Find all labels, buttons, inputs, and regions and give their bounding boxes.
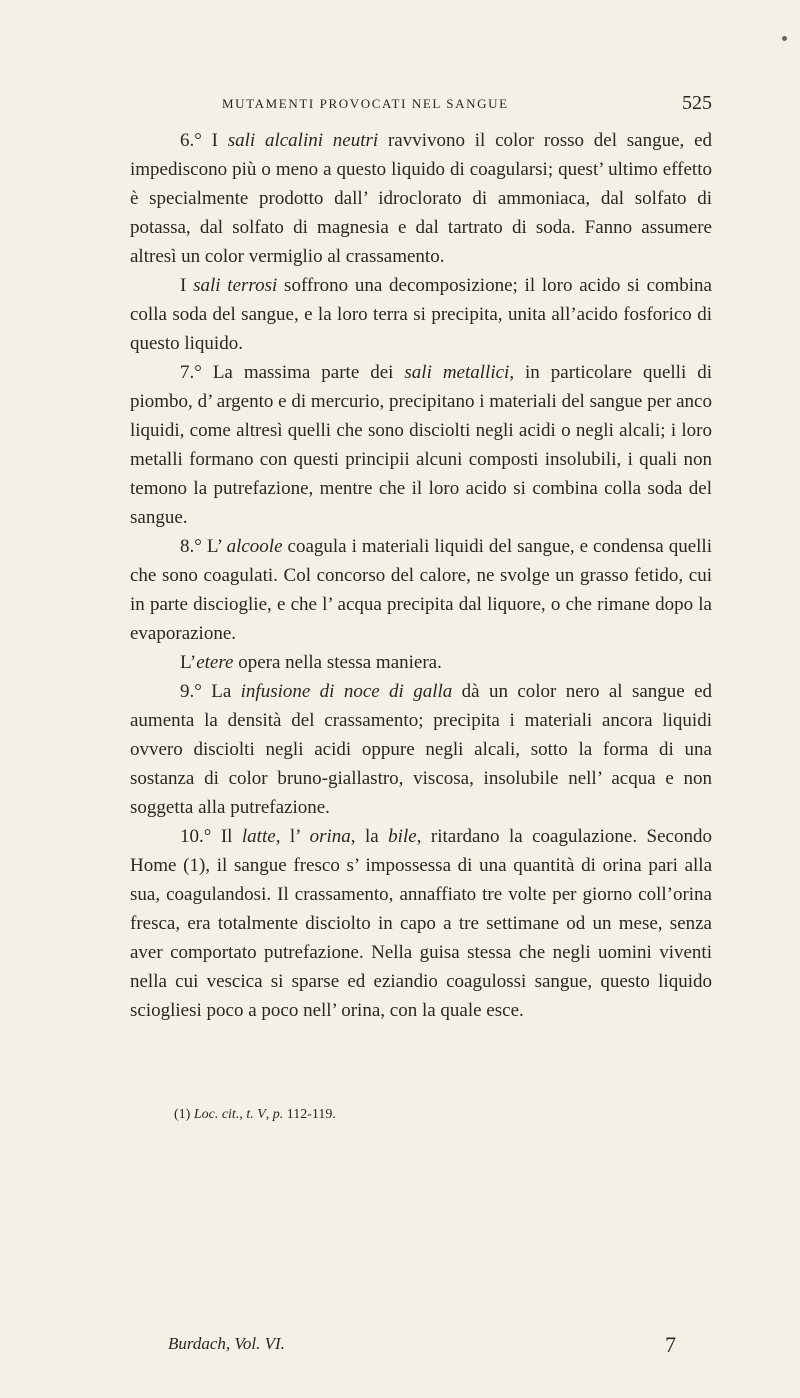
italic-term: infusione di noce di galla — [240, 681, 453, 702]
sheet-number: 7 — [665, 1332, 676, 1357]
italic-term: sali terrosi — [193, 275, 278, 296]
text-run: 6.° I — [180, 130, 228, 151]
text-run: 9.° La — [180, 681, 241, 702]
text-run: L’ — [180, 652, 197, 673]
italic-term: bile — [388, 826, 417, 847]
text-run: , l’ — [275, 826, 310, 847]
italic-term: latte — [241, 826, 276, 847]
page-header — [130, 92, 712, 120]
paragraph — [130, 271, 712, 358]
text-run: soffrono una decomposizione; il loro acido si combina colla soda del sangue, e la loro terra si precipita, unita all’acido fosforico di questo liquido. — [130, 275, 712, 354]
italic-term: orina — [309, 826, 351, 847]
text-run: , — [239, 1107, 247, 1122]
text-run: 10.° Il — [180, 826, 242, 847]
paragraph — [130, 126, 712, 271]
text-run: 8.° L’ — [180, 536, 227, 557]
paragraph — [130, 677, 712, 822]
paragraph — [130, 822, 712, 1025]
text-run: coagula i materiali liquidi del sangue, e condensa quelli che sono coagulati. Col concorso del calore, ne svolge un grasso fetido, cui in parte discioglie, e che l’ acqua precipita dal liquore, o che rimane dopo la evaporazione. — [130, 536, 712, 644]
paragraph — [130, 532, 712, 648]
body-text — [130, 126, 712, 1025]
ink-speck — [782, 36, 787, 41]
page-number: 525 — [682, 92, 712, 114]
footnote — [174, 1106, 694, 1124]
text-run: , — [265, 1107, 273, 1122]
text-run: , in particolare quelli di piombo, d’ argento e di mercurio, precipitano i materiali del sangue per anco liquidi, come altresì quelli che sono disciolti negli acidi o negli alcali; i loro metalli formano con questi principii alcuni composti insolubili, i quali non temono la putrefazione, mentre che il loro acido si combina colla soda del sangue. — [130, 362, 712, 528]
text-run: , ritardano la coagulazione. Secondo Home (1), il sangue fresco s’ impossessa di una quantità di orina pari alla sua, coagulandosi. Il crassamento, annaffiato tre volte per giorno coll’orina fresca, era totalmente disciolto in capo a tre settimane od un mese, senza aver comportato putrefazione. Nella guisa stessa che negli uomini viventi nella cui vescica si sparse ed eziandio coagulossi sangue, questo liquido sciogliesi poco a poco nell’ orina, con la quale esce. — [130, 826, 712, 1021]
text-run: (1) — [174, 1107, 194, 1122]
italic-term: sali metallici — [404, 362, 510, 383]
running-head: MUTAMENTI PROVOCATI NEL SANGUE — [222, 96, 509, 111]
italic-term: sali alcalini neutri — [227, 130, 379, 151]
text-run: , la — [350, 826, 389, 847]
italic-term: p. — [272, 1107, 284, 1122]
italic-term: etere — [196, 652, 234, 673]
text-run: dà un color nero al sangue ed aumenta la densità del crassamento; precipita i materiali ancora liquidi ovvero disciolti negli acidi oppure negli alcali, sotto la forma di una sostanza di color bruno-giallastro, viscosa, insolubile nell’ acqua e non soggetta alla putrefazione. — [130, 681, 713, 818]
text-run: ravvivono il color rosso del sangue, ed impediscono più o meno a questo liquido di coagularsi; quest’ ultimo effetto è specialmente prodotto dall’ idroclorato di ammoniaca, dal solfato di potassa, dal solfato di magnesia e dal tartrato di soda. Fanno assumere altresì un color vermiglio al crassamento. — [130, 130, 712, 267]
italic-term: alcoole — [226, 536, 283, 557]
italic-term: t. V — [246, 1107, 266, 1122]
paragraph — [130, 648, 712, 677]
text-run: 7.° La massima parte dei — [180, 362, 405, 383]
text-run: opera nella stessa maniera. — [233, 652, 442, 673]
signature-mark: Burdach, Vol. VI. — [168, 1334, 285, 1353]
text-run: I — [180, 275, 194, 296]
italic-term: Loc. cit. — [193, 1107, 240, 1122]
paragraph — [130, 358, 712, 532]
text-run: 112-119. — [283, 1107, 336, 1122]
